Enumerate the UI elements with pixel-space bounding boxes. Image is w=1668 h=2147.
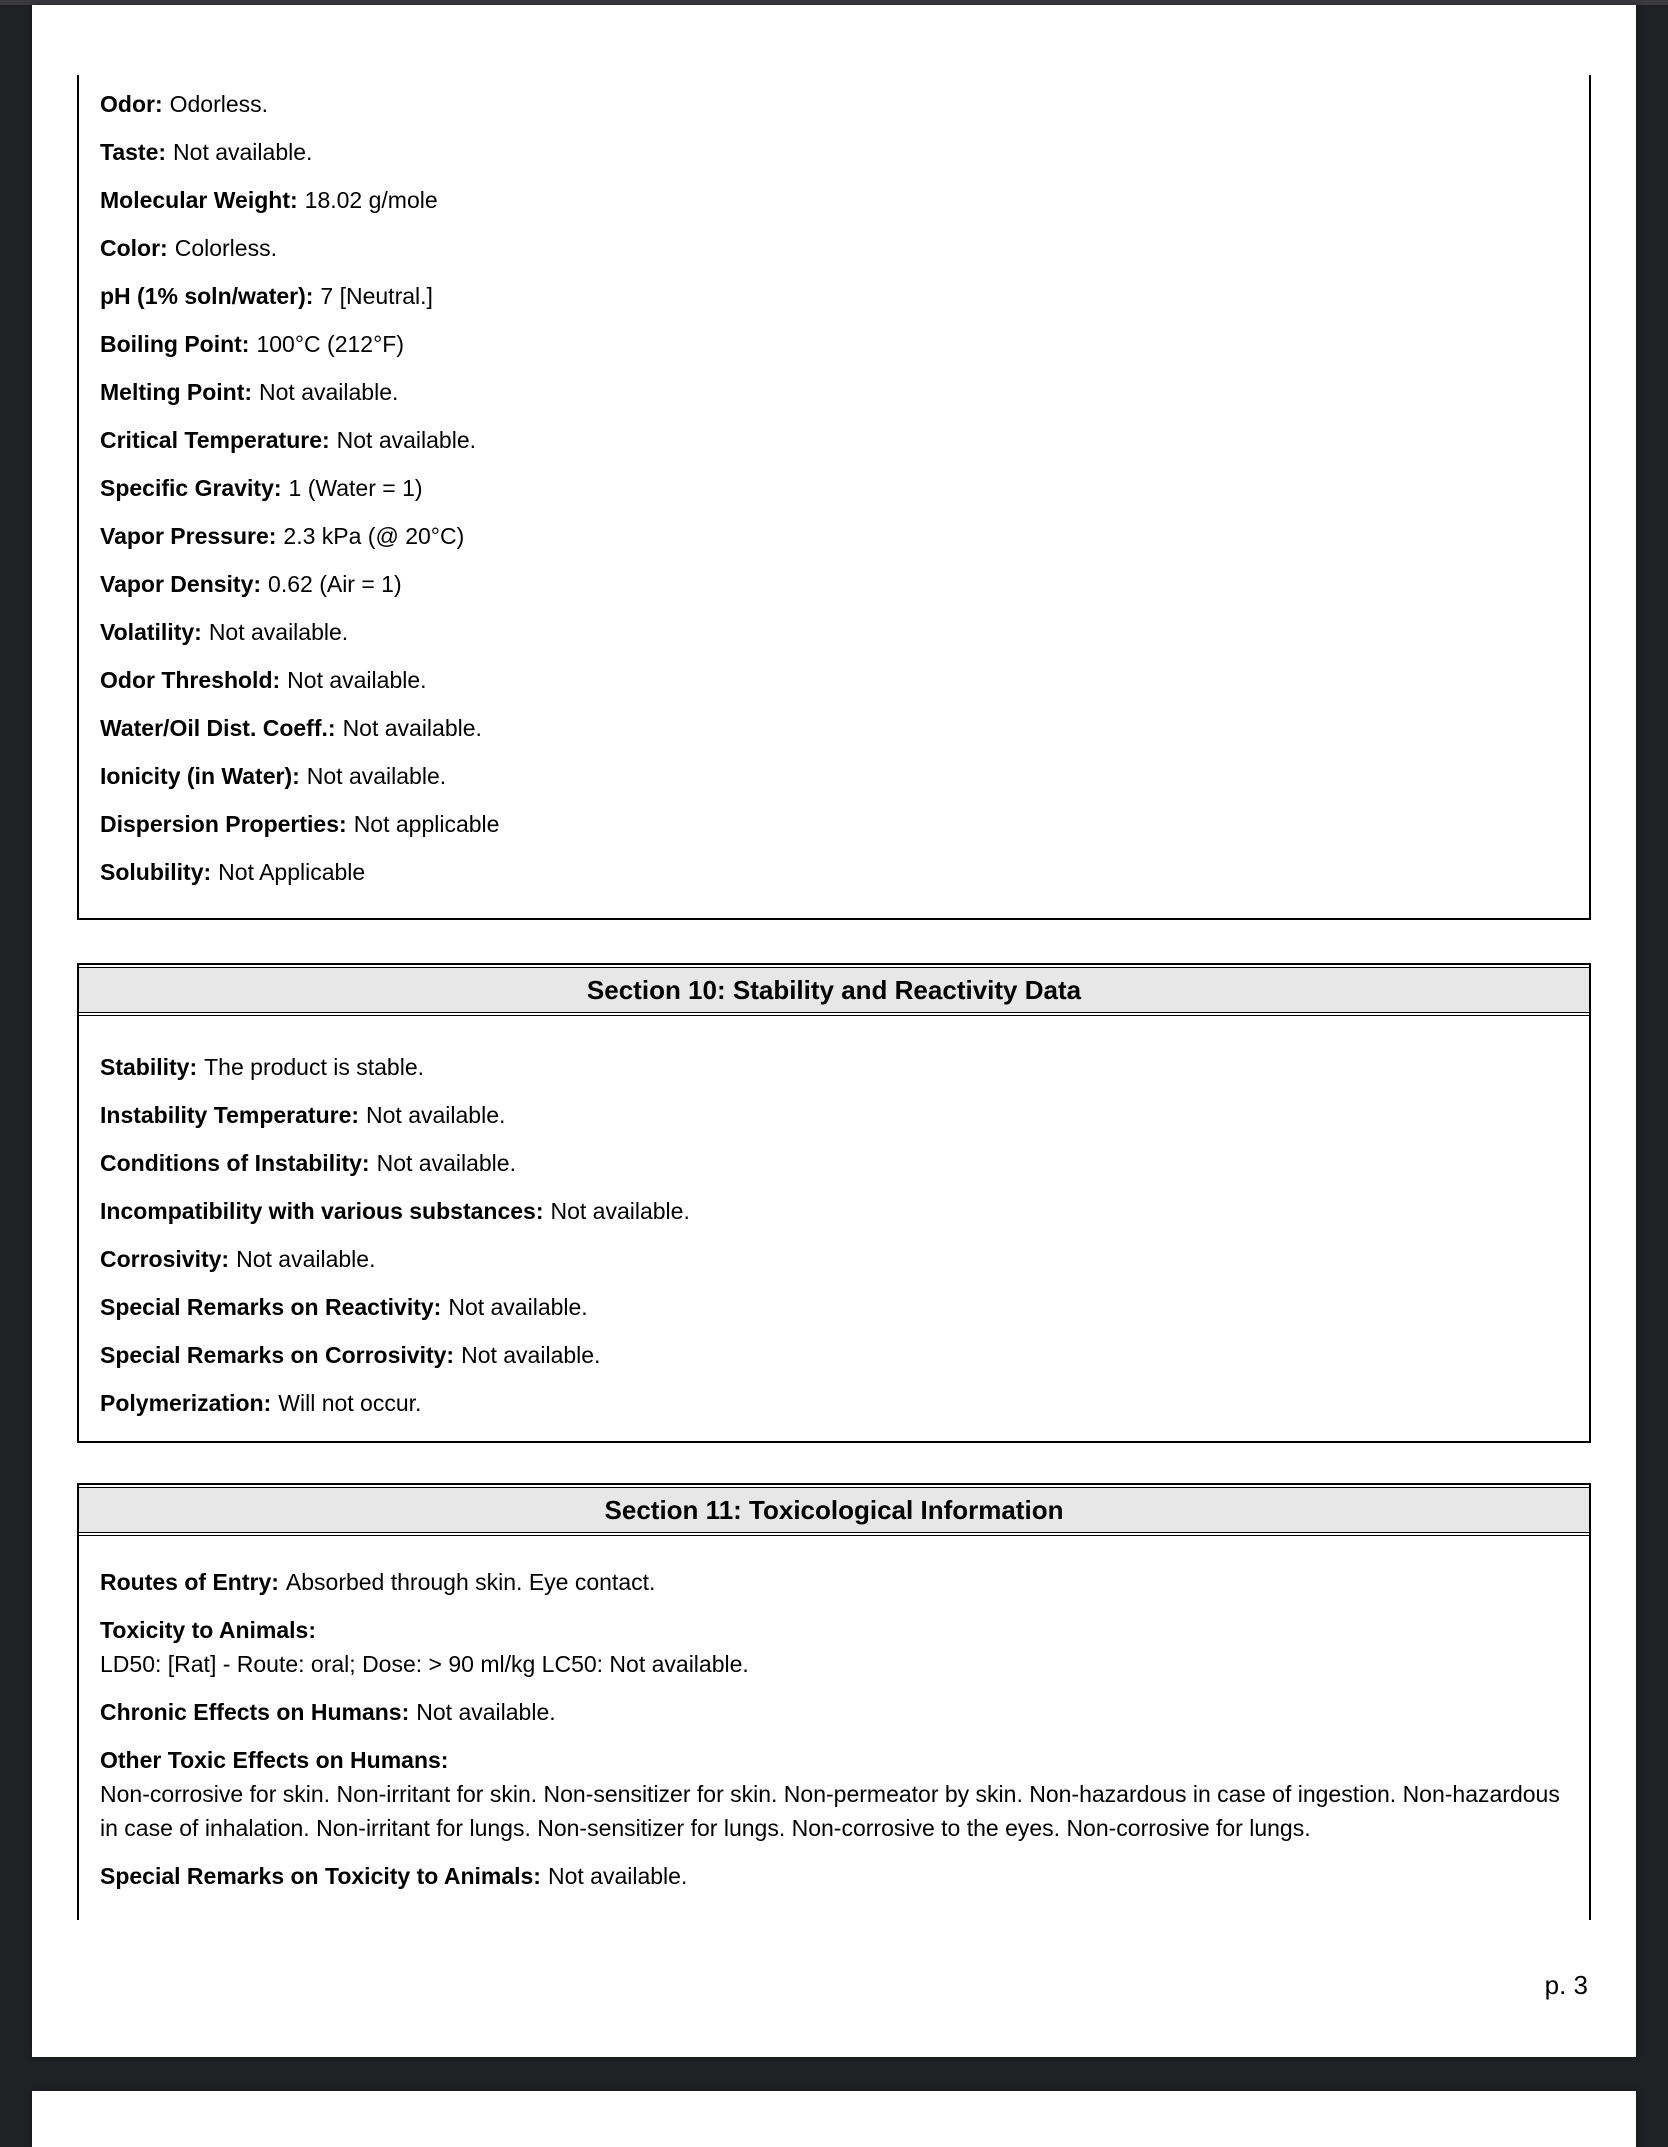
- property-row: [100, 1565, 1568, 1599]
- section-11-toxicological: [77, 1483, 1591, 1920]
- property-value: 18.02 g/mole: [304, 187, 438, 213]
- property-label: Volatility:: [100, 619, 202, 645]
- property-label: Ionicity (in Water):: [100, 763, 300, 789]
- property-row: [100, 375, 1568, 409]
- property-row: [100, 759, 1568, 793]
- section-10-list: [79, 1015, 1589, 1420]
- property-row: [100, 1290, 1568, 1324]
- property-row: [100, 519, 1568, 553]
- property-label: Other Toxic Effects on Humans:: [100, 1747, 449, 1773]
- property-value: 100°C (212°F): [256, 331, 404, 357]
- property-row: [100, 1242, 1568, 1276]
- property-row: [100, 1743, 1568, 1845]
- property-label: Odor Threshold:: [100, 667, 281, 693]
- physical-properties-list: [79, 75, 1589, 889]
- section-11-list: [79, 1535, 1589, 1893]
- property-row: [100, 1613, 1568, 1681]
- property-label: Dispersion Properties:: [100, 811, 347, 837]
- property-value: 1 (Water = 1): [288, 475, 423, 501]
- property-label: Incompatibility with various substances:: [100, 1198, 544, 1224]
- property-row: [100, 807, 1568, 841]
- property-row: [100, 1050, 1568, 1084]
- property-row: [100, 1338, 1568, 1372]
- property-row: [100, 1146, 1568, 1180]
- property-value: Not available.: [342, 715, 482, 741]
- property-label: Vapor Pressure:: [100, 523, 277, 549]
- document-page-3: [32, 5, 1636, 2057]
- property-label: Routes of Entry:: [100, 1569, 279, 1595]
- property-value: LD50: [Rat] - Route: oral; Dose: > 90 ml/kg LC50: Not available.: [100, 1651, 749, 1677]
- property-row: [100, 183, 1568, 217]
- property-row: [100, 663, 1568, 697]
- property-value: Not available.: [173, 139, 313, 165]
- property-label: Toxicity to Animals:: [100, 1617, 316, 1643]
- page-number-footer: p. 3: [1544, 1970, 1588, 2000]
- property-row: [100, 471, 1568, 505]
- property-value: Will not occur.: [278, 1390, 422, 1416]
- property-label: Color:: [100, 235, 168, 261]
- section-10-stability-reactivity: [77, 963, 1591, 1443]
- property-label: Specific Gravity:: [100, 475, 282, 501]
- property-row: [100, 231, 1568, 265]
- property-value: Not Applicable: [218, 859, 366, 885]
- property-row: [100, 855, 1568, 889]
- property-value: 2.3 kPa (@ 20°C): [283, 523, 465, 549]
- property-value: Not available.: [306, 763, 447, 789]
- property-value: Not available.: [376, 1150, 516, 1176]
- property-value: Not available.: [366, 1102, 506, 1128]
- physical-properties-section: [77, 75, 1591, 920]
- document-page-4-top-sliver: [32, 2091, 1636, 2147]
- property-label: Special Remarks on Reactivity:: [100, 1294, 442, 1320]
- property-value: Not available.: [236, 1246, 376, 1272]
- property-value: Not available.: [336, 427, 476, 453]
- property-value: Absorbed through skin. Eye contact.: [285, 1569, 656, 1595]
- property-label: Polymerization:: [100, 1390, 272, 1416]
- property-value: Not applicable: [353, 811, 500, 837]
- property-label: Odor:: [100, 91, 163, 117]
- property-row: [100, 135, 1568, 169]
- property-value: The product is stable.: [204, 1054, 425, 1080]
- property-label: Special Remarks on Toxicity to Animals:: [100, 1863, 541, 1889]
- property-value: Not available.: [287, 667, 427, 693]
- property-row: [100, 1695, 1568, 1729]
- property-value: 0.62 (Air = 1): [268, 571, 402, 597]
- property-row: [100, 1098, 1568, 1132]
- property-row: [100, 279, 1568, 313]
- property-value: 7 [Neutral.]: [320, 283, 433, 309]
- property-value: Not available.: [416, 1699, 556, 1725]
- property-label: Special Remarks on Corrosivity:: [100, 1342, 455, 1368]
- property-label: Melting Point:: [100, 379, 253, 405]
- property-row: [100, 423, 1568, 457]
- property-value: Not available.: [448, 1294, 588, 1320]
- property-value: Non-corrosive for skin. Non-irritant for skin. Non-sensitizer for skin. Non-permeator by skin. Non-hazardous in case of ingestion. Non-hazardous in case of inhalation. Non-irritant for lungs. Non-sensitizer for lungs. Non-corrosive to the eyes. Non-corrosive for lungs.: [100, 1781, 1560, 1841]
- property-row: [100, 1194, 1568, 1228]
- property-label: Boiling Point:: [100, 331, 250, 357]
- section-11-title: Section 11: Toxicological Information: [604, 1494, 1064, 1525]
- property-label: Vapor Density:: [100, 571, 262, 597]
- property-row: [100, 711, 1568, 745]
- property-label: Instability Temperature:: [100, 1102, 360, 1128]
- property-value: Not available.: [547, 1863, 688, 1889]
- property-value: Not available.: [550, 1198, 690, 1224]
- property-row: [100, 1386, 1568, 1420]
- property-label: Conditions of Instability:: [100, 1150, 370, 1176]
- property-label: Critical Temperature:: [100, 427, 330, 453]
- property-label: Solubility:: [100, 859, 212, 885]
- property-label: Taste:: [100, 139, 167, 165]
- property-value: Not available.: [461, 1342, 601, 1368]
- property-label: Corrosivity:: [100, 1246, 230, 1272]
- property-label: Molecular Weight:: [100, 187, 298, 213]
- property-value: Not available.: [208, 619, 349, 645]
- property-value: Not available.: [259, 379, 399, 405]
- property-row: [100, 327, 1568, 361]
- property-label: Water/Oil Dist. Coeff.:: [100, 715, 336, 741]
- property-row: [100, 87, 1568, 121]
- property-value: Odorless.: [169, 91, 269, 117]
- property-value: Colorless.: [174, 235, 277, 261]
- property-row: [100, 1859, 1568, 1893]
- property-label: pH (1% soln/water):: [100, 283, 314, 309]
- section-10-header: [79, 967, 1589, 1013]
- property-label: Chronic Effects on Humans:: [100, 1699, 410, 1725]
- property-label: Stability:: [100, 1054, 198, 1080]
- section-10-title: Section 10: Stability and Reactivity Data: [586, 974, 1082, 1005]
- property-row: [100, 567, 1568, 601]
- property-row: [100, 615, 1568, 649]
- section-11-header: [79, 1487, 1589, 1533]
